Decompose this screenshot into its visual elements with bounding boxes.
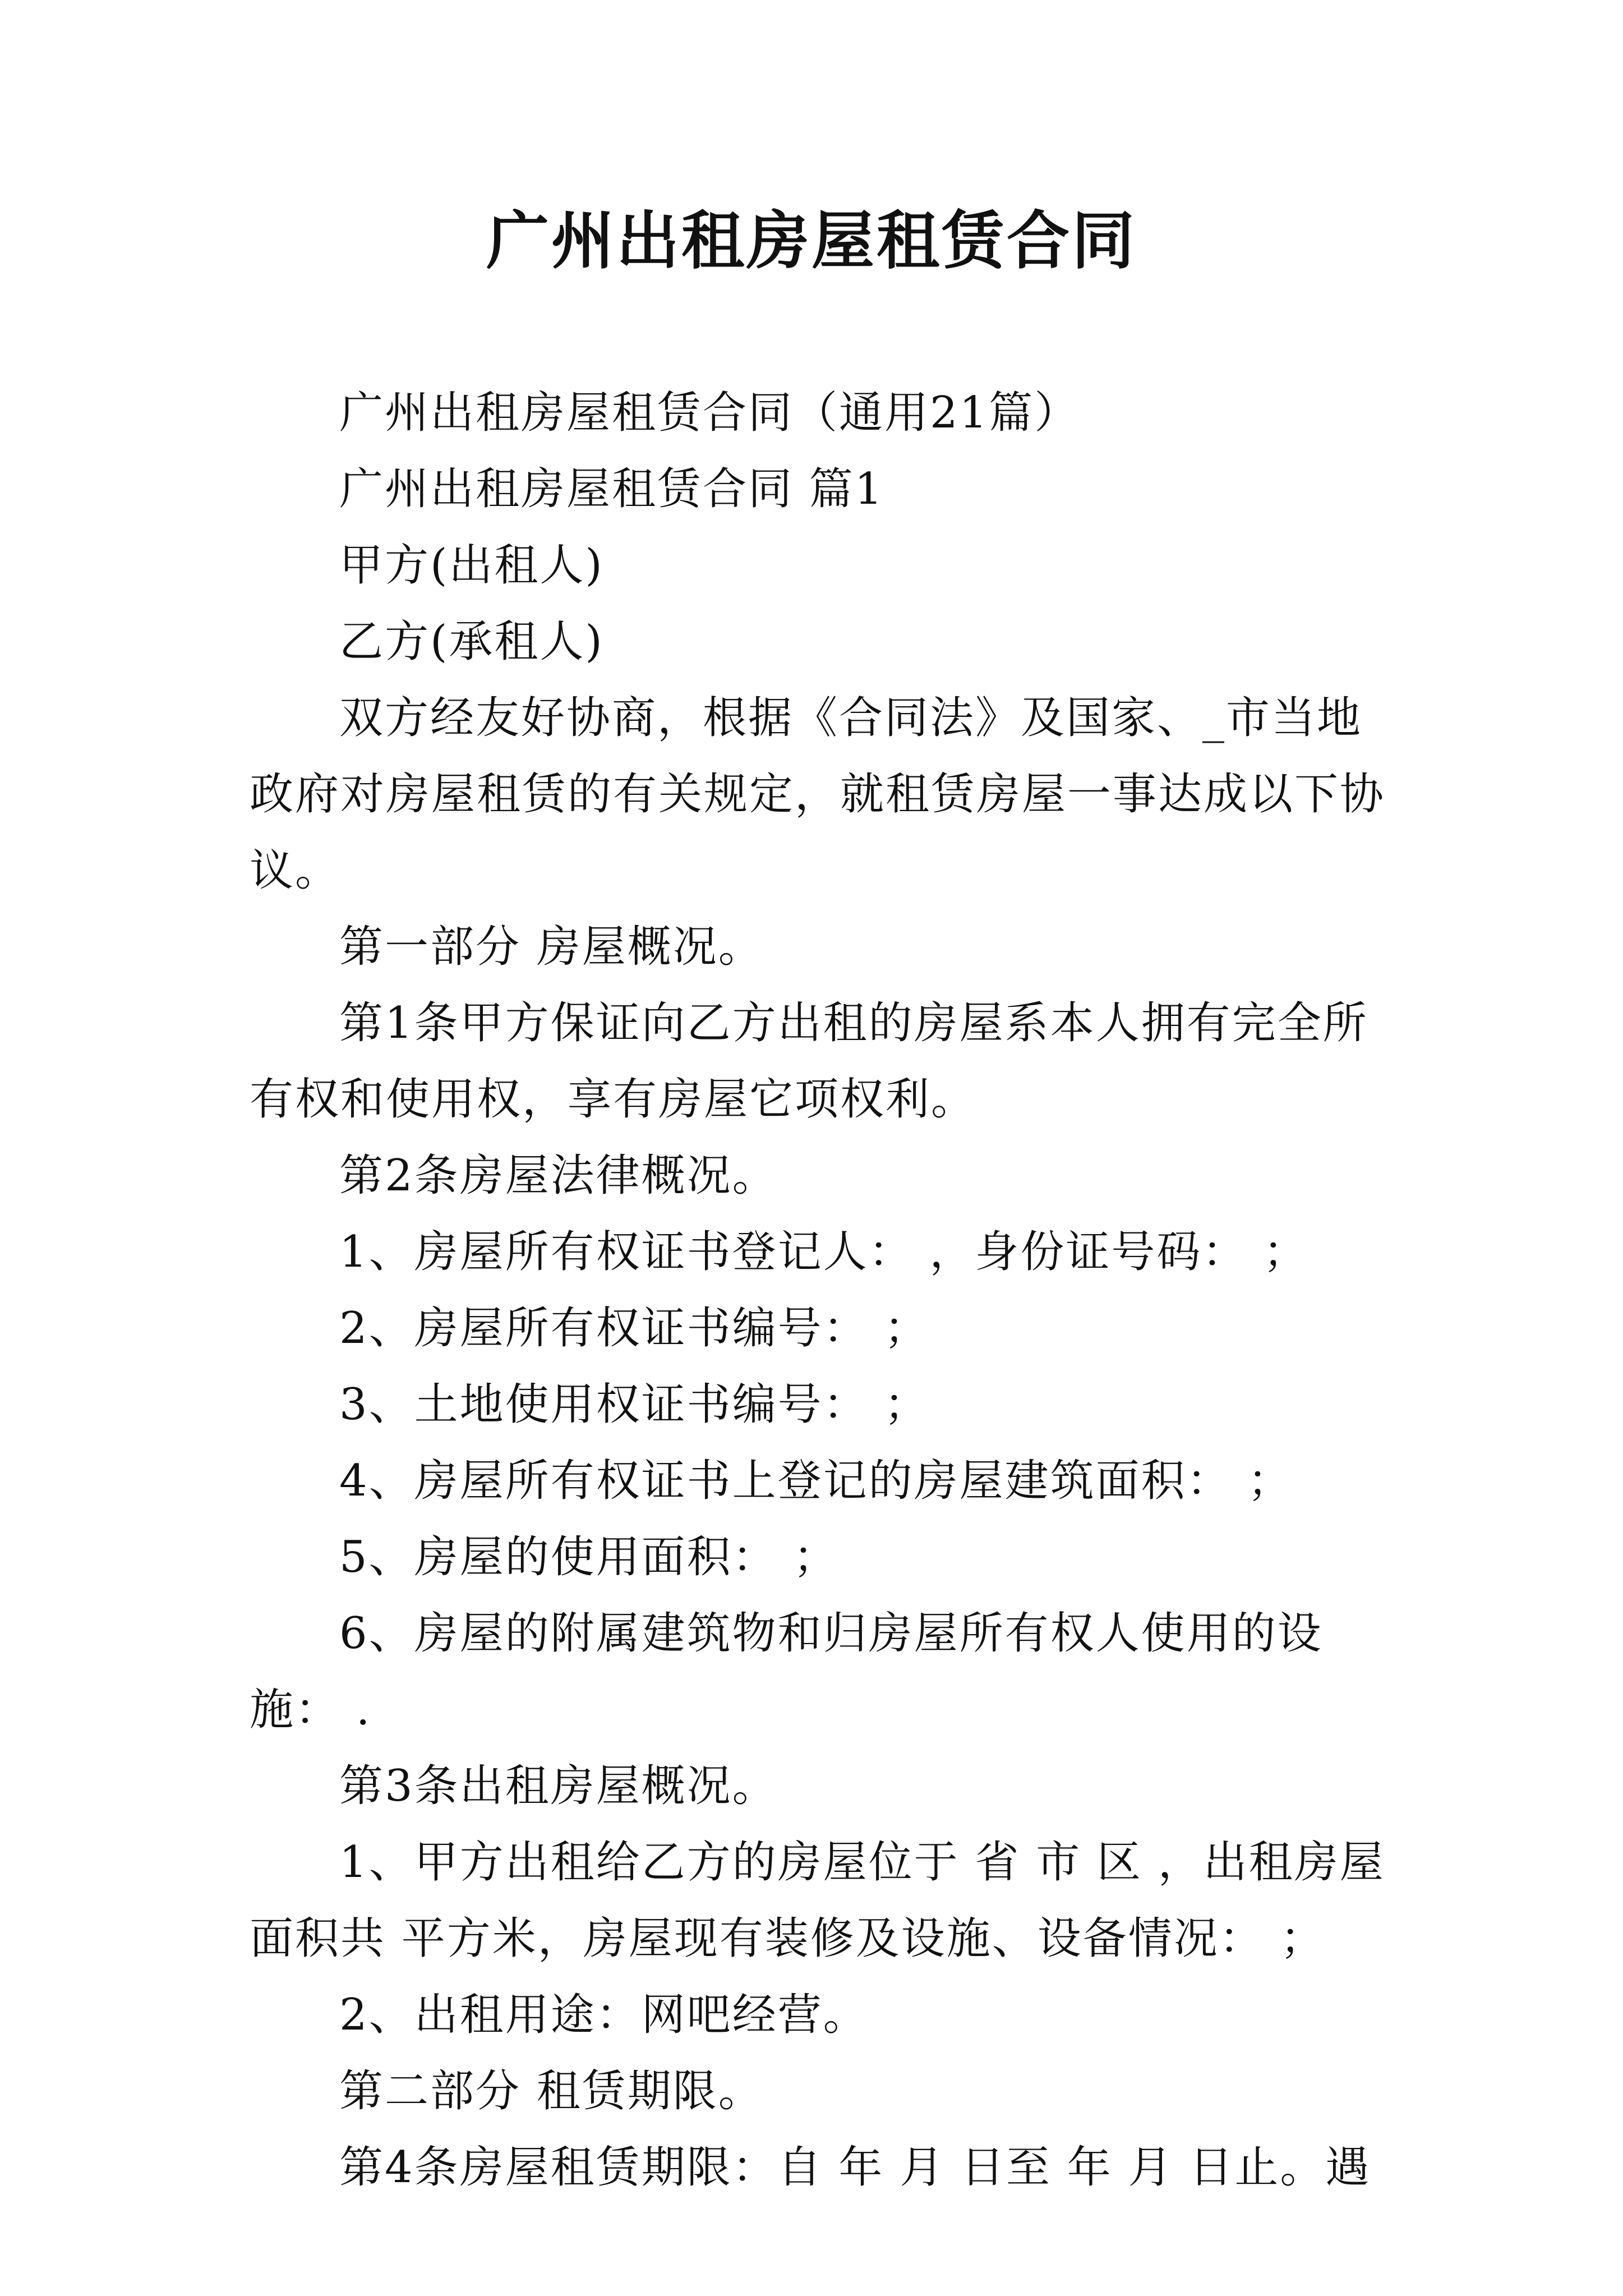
paragraph-article-4: 第4条房屋租赁期限：自 年 月 日至 年 月 日止。遇 (339, 2142, 1371, 2193)
paragraph-item-4: 4、房屋所有权证书上登记的房屋建筑面积： ； (339, 1456, 1293, 1506)
paragraph-article-3-item-1: 1、甲方出租给乙方的房屋位于 省 市 区 ，出租房屋面积共 平方米，房屋现有装修及设施、设备情况： ； (250, 1837, 1385, 1964)
paragraph-item-3: 3、土地使用权证书编号： ； (339, 1379, 930, 1430)
paragraph-part-two: 第二部分 租赁期限。 (339, 2066, 764, 2116)
document-body (250, 375, 1394, 2206)
paragraph-item-5: 5、房屋的使用面积： ； (339, 1532, 839, 1582)
paragraph-item-2: 2、房屋所有权证书编号： ； (339, 1303, 930, 1354)
paragraph-article-1: 第1条甲方保证向乙方出租的房屋系本人拥有完全所有权和使用权，享有房屋它项权利。 (250, 998, 1368, 1125)
paragraph-article-3: 第3条出租房屋概况。 (339, 1761, 778, 1811)
paragraph-party-a: 甲方(出租人) (339, 540, 604, 591)
paragraph-preamble: 双方经友好协商，根据《合同法》及国家、_市当地政府对房屋租赁的有关规定，就租赁房屋一事达成以下协议。 (250, 693, 1386, 896)
paragraph-article-3-item-2: 2、出租用途：网吧经营。 (339, 1990, 869, 2040)
paragraph-part-one: 第一部分 房屋概况。 (339, 922, 764, 972)
paragraph-section-heading: 广州出租房屋租赁合同 篇1 (339, 464, 884, 514)
paragraph-article-2: 第2条房屋法律概况。 (339, 1151, 778, 1201)
paragraph-item-1: 1、房屋所有权证书登记人： ，身份证号码： ； (339, 1227, 1309, 1277)
paragraph-subtitle: 广州出租房屋租赁合同（通用21篇） (339, 388, 1080, 438)
document-title: 广州出租房屋租赁合同 (486, 204, 1137, 278)
paragraph-party-b: 乙方(承租人) (339, 616, 604, 667)
paragraph-item-6: 6、房屋的附属建筑物和归房屋所有权人使用的设施： . (250, 1608, 1323, 1735)
